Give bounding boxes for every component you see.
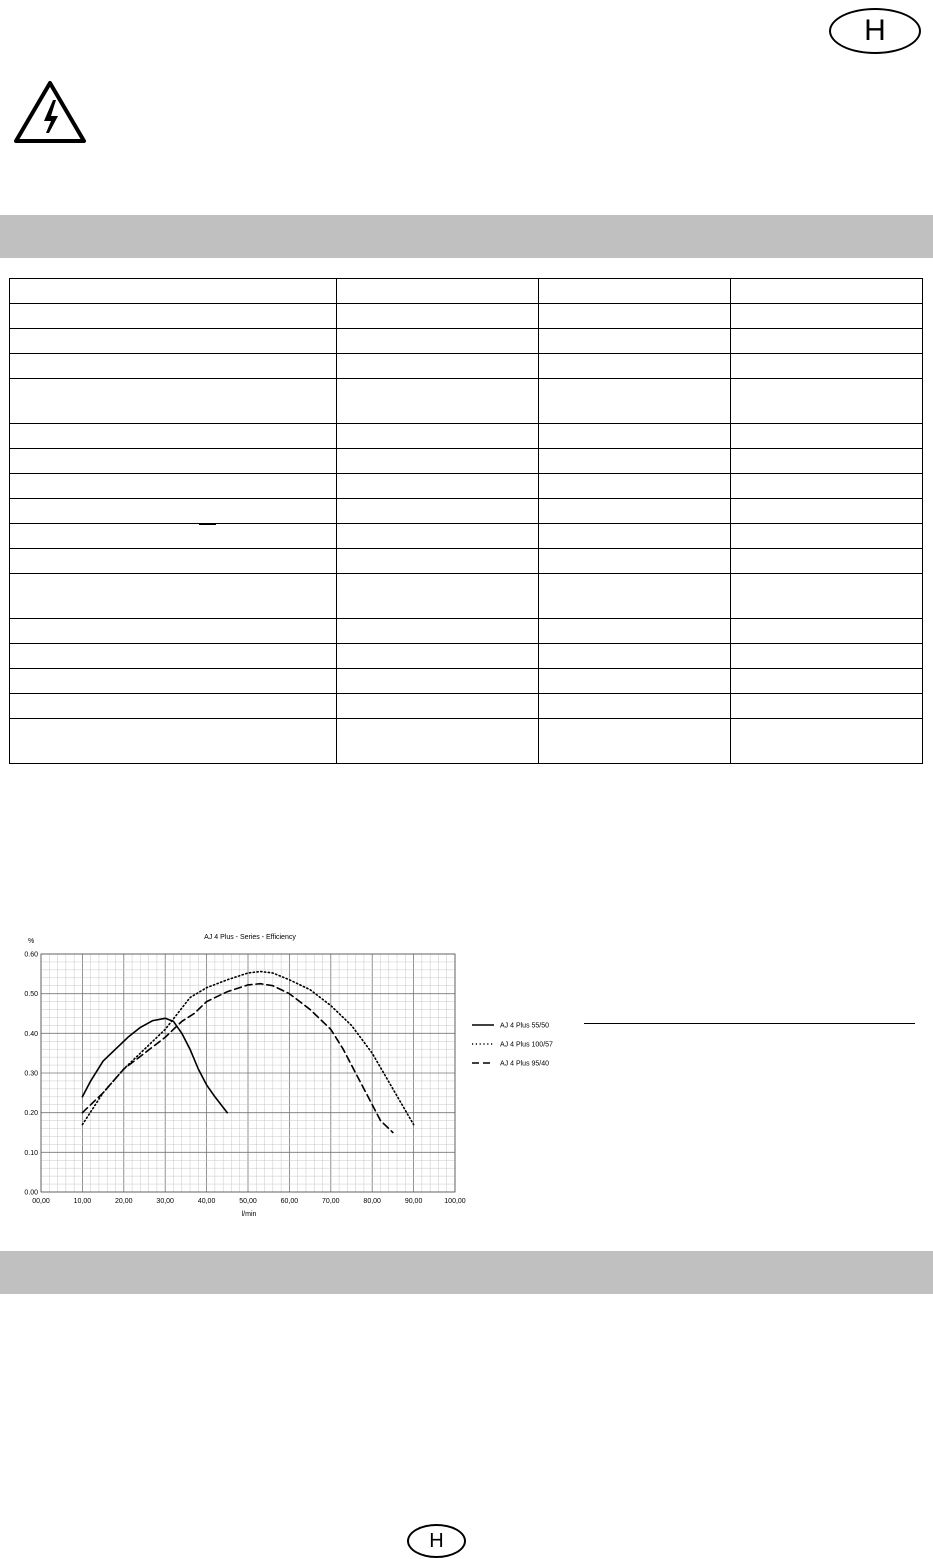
table-cell — [337, 474, 539, 499]
table-cell — [10, 379, 337, 424]
table-cell — [539, 304, 731, 329]
table-cell — [10, 449, 337, 474]
table-cell — [337, 304, 539, 329]
x-tick-label: 70,00 — [322, 1198, 340, 1205]
legend-label: AJ 4 Plus 95/40 — [500, 1060, 550, 1068]
y-tick-label: 0.40 — [24, 1030, 38, 1038]
table-cell — [10, 474, 337, 499]
table-cell — [539, 354, 731, 379]
electric-shock-warning-icon — [13, 80, 87, 144]
x-tick-label: 50,00 — [239, 1198, 257, 1205]
table-cell — [10, 574, 337, 619]
table-cell — [10, 499, 337, 524]
table-cell — [10, 329, 337, 354]
chart-legend — [472, 1023, 553, 1068]
table-cell — [337, 279, 539, 304]
table-cell — [731, 644, 923, 669]
table-cell — [337, 719, 539, 764]
table-cell — [731, 474, 923, 499]
table-cell — [10, 644, 337, 669]
table-cell — [539, 669, 731, 694]
legend-label: AJ 4 Plus 100/57 — [500, 1041, 553, 1049]
table-row — [10, 719, 923, 764]
table-cell — [731, 669, 923, 694]
table-cell — [731, 694, 923, 719]
table-cell — [731, 354, 923, 379]
table-cell — [539, 574, 731, 619]
table-row — [10, 694, 923, 719]
table-cell — [539, 694, 731, 719]
table-cell — [337, 424, 539, 449]
table-cell — [10, 279, 337, 304]
chart-side-rule — [584, 1023, 915, 1024]
table-cell — [337, 354, 539, 379]
table-cell — [539, 329, 731, 354]
chart-ylabel: % — [28, 938, 35, 945]
legend-label: AJ 4 Plus 55/50 — [500, 1022, 550, 1030]
table-cell — [539, 644, 731, 669]
table-cell — [10, 424, 337, 449]
table-cell — [731, 329, 923, 354]
table-row — [10, 304, 923, 329]
table-cell — [539, 499, 731, 524]
table-cell — [539, 719, 731, 764]
table-cell — [10, 669, 337, 694]
table-mark — [199, 524, 216, 525]
table-row — [10, 424, 923, 449]
table-row — [10, 474, 923, 499]
table-cell — [337, 644, 539, 669]
table-cell — [337, 619, 539, 644]
table-cell — [731, 574, 923, 619]
chart-grid — [41, 954, 455, 1192]
table-cell — [731, 379, 923, 424]
x-tick-label: 90,00 — [404, 1198, 423, 1205]
table-row — [10, 619, 923, 644]
table-cell — [337, 499, 539, 524]
table-cell — [10, 524, 337, 549]
chart-xlabel: l/min — [241, 1211, 257, 1218]
table-cell — [10, 304, 337, 329]
x-tick-label: 30,00 — [156, 1198, 174, 1205]
table-row — [10, 549, 923, 574]
table-row — [10, 279, 923, 304]
y-tick-label: 0.00 — [24, 1189, 38, 1197]
x-tick-label: 00,00 — [32, 1198, 50, 1205]
y-tick-label: 0.60 — [24, 951, 38, 959]
table-cell — [10, 694, 337, 719]
table-cell — [539, 474, 731, 499]
table-cell — [10, 619, 337, 644]
y-tick-label: 0.50 — [24, 991, 38, 999]
table-cell — [731, 549, 923, 574]
x-tick-label: 20,00 — [115, 1198, 133, 1205]
y-tick-label: 0.30 — [24, 1070, 38, 1078]
section-header-bar — [0, 1251, 933, 1294]
x-tick-label: 80,00 — [363, 1198, 381, 1205]
table-cell — [539, 549, 731, 574]
y-tick-label: 0.20 — [24, 1110, 38, 1118]
table-cell — [337, 449, 539, 474]
x-tick-label: 100,00 — [444, 1198, 466, 1205]
x-tick-label: 60,00 — [280, 1198, 299, 1205]
section-header-bar — [0, 215, 933, 258]
specification-table — [9, 278, 923, 764]
table-cell — [539, 619, 731, 644]
table-cell — [10, 719, 337, 764]
table-cell — [337, 524, 539, 549]
table-cell — [731, 304, 923, 329]
table-cell — [731, 524, 923, 549]
table-row — [10, 499, 923, 524]
table-cell — [539, 379, 731, 424]
table-cell — [539, 524, 731, 549]
series-line — [82, 984, 393, 1133]
table-cell — [337, 379, 539, 424]
y-tick-label: 0.10 — [24, 1149, 38, 1157]
x-tick-label: 40,00 — [197, 1198, 216, 1205]
table-cell — [337, 549, 539, 574]
table-row — [10, 574, 923, 619]
table-cell — [337, 574, 539, 619]
table-cell — [337, 669, 539, 694]
x-tick-label: 10,00 — [73, 1198, 92, 1205]
table-cell — [731, 424, 923, 449]
language-badge-top: H — [829, 8, 921, 54]
table-cell — [731, 499, 923, 524]
table-cell — [731, 449, 923, 474]
table-cell — [337, 694, 539, 719]
table-cell — [731, 719, 923, 764]
chart-title: AJ 4 Plus - Series - Efficiency — [204, 934, 296, 941]
table-cell — [337, 329, 539, 354]
table-row — [10, 524, 923, 549]
table-row — [10, 669, 923, 694]
table-cell — [10, 354, 337, 379]
table-row — [10, 449, 923, 474]
table-row — [10, 354, 923, 379]
table-row — [10, 379, 923, 424]
language-badge-bottom: H — [407, 1524, 466, 1558]
table-cell — [539, 279, 731, 304]
table-cell — [539, 449, 731, 474]
table-cell — [731, 279, 923, 304]
table-row — [10, 644, 923, 669]
table-cell — [731, 619, 923, 644]
table-cell — [10, 549, 337, 574]
series-line — [82, 1018, 227, 1112]
table-row — [10, 329, 923, 354]
efficiency-chart — [14, 928, 553, 1220]
table-cell — [539, 424, 731, 449]
